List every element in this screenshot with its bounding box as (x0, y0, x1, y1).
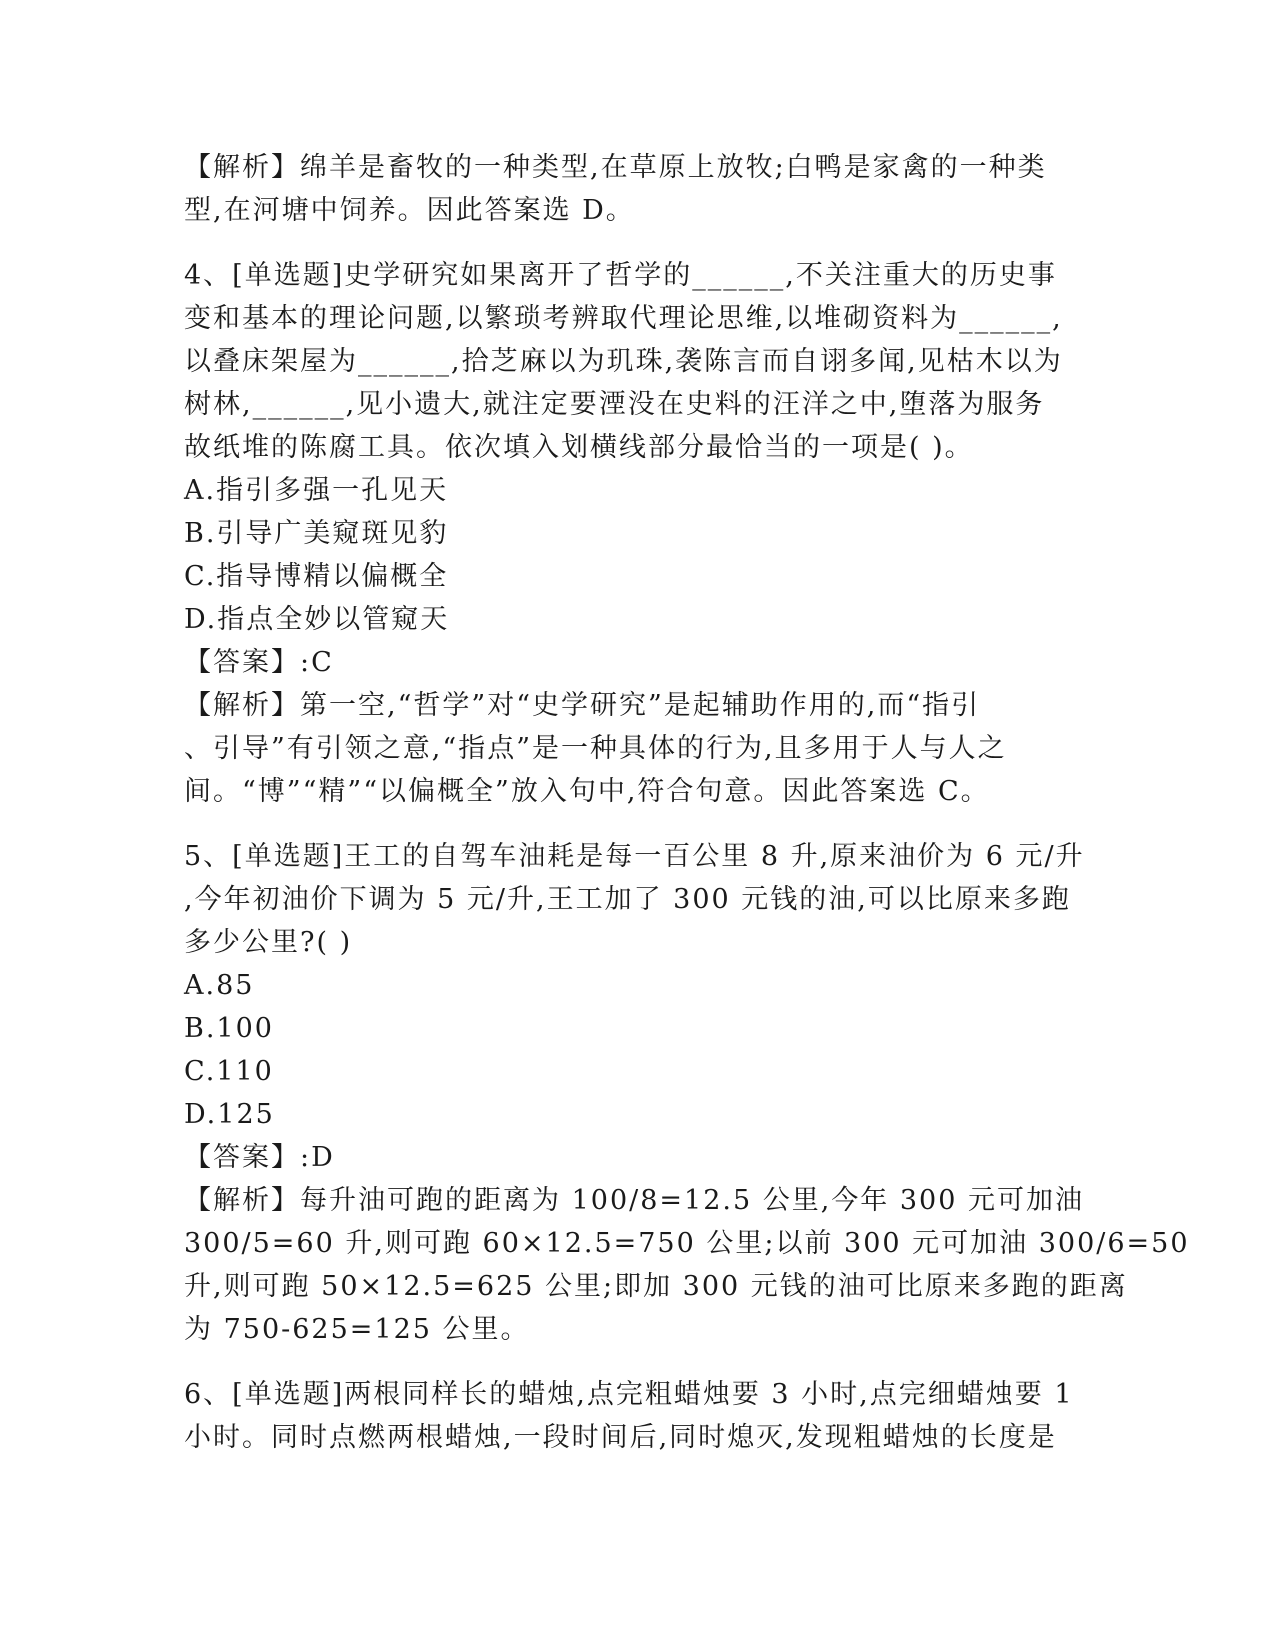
question-stem-line: 多少公里?( ) (184, 927, 353, 958)
document-page (184, 146, 1190, 1459)
option-a: A.指引多强一孔见天 (184, 475, 449, 506)
question-5 (184, 835, 1190, 1351)
option-c: C.110 (184, 1056, 274, 1087)
analysis-line: 、引导”有引领之意,“指点”是一种具体的行为,且多用于人与人之 (184, 733, 1007, 764)
answer-line: 【答案】:D (184, 1142, 335, 1173)
analysis-line: 间。“博”“精”“以偏概全”放入句中,符合句意。因此答案选 C。 (184, 776, 990, 807)
question-stem-line: 5、[单选题]王工的自驾车油耗是每一百公里 8 升,原来油价为 6 元/升 (184, 841, 1085, 872)
analysis-line: 型,在河塘中饲养。因此答案选 D。 (184, 195, 635, 226)
question-stem-line: 6、[单选题]两根同样长的蜡烛,点完粗蜡烛要 3 小时,点完细蜡烛要 1 (184, 1379, 1074, 1410)
question-4 (184, 254, 1074, 813)
option-a: A.85 (184, 970, 255, 1001)
question-stem-line: ,今年初油价下调为 5 元/升,王工加了 300 元钱的油,可以比原来多跑 (184, 884, 1071, 915)
option-d: D.125 (184, 1099, 275, 1130)
option-d: D.指点全妙以管窥天 (184, 604, 450, 635)
question-stem-line: 树林,______,见小遗大,就注定要湮没在史料的汪洋之中,堕落为服务 (184, 389, 1045, 420)
analysis-line: 升,则可跑 50×12.5=625 公里;即加 300 元钱的油可比原来多跑的距离 (184, 1271, 1128, 1302)
question-stem-line: 以叠床架屋为______,拾芝麻以为玑珠,袭陈言而自诩多闻,见枯木以为 (184, 346, 1063, 377)
analysis-line: 【解析】绵羊是畜牧的一种类型,在草原上放牧;白鸭是家禽的一种类 (184, 152, 1047, 183)
option-b: B.100 (184, 1013, 274, 1044)
analysis-line: 【解析】第一空,“哲学”对“史学研究”是起辅助作用的,而“指引 (184, 690, 981, 721)
question-stem-line: 变和基本的理论问题,以繁琐考辨取代理论思维,以堆砌资料为______, (184, 303, 1063, 334)
analysis-line: 为 750-625=125 公里。 (184, 1314, 530, 1345)
answer-line: 【答案】:C (184, 647, 334, 678)
q3-analysis-block (184, 146, 1074, 232)
question-stem-line: 小时。同时点燃两根蜡烛,一段时间后,同时熄灭,发现粗蜡烛的长度是 (184, 1422, 1057, 1453)
analysis-line: 300/5=60 升,则可跑 60×12.5=750 公里;以前 300 元可加油 300/6=50 (184, 1228, 1190, 1259)
question-stem-line: 4、[单选题]史学研究如果离开了哲学的______,不关注重大的历史事 (184, 260, 1057, 291)
option-c: C.指导博精以偏概全 (184, 561, 449, 592)
option-b: B.引导广美窥斑见豹 (184, 518, 449, 549)
question-6 (184, 1373, 1074, 1459)
analysis-line: 【解析】每升油可跑的距离为 100/8=12.5 公里,今年 300 元可加油 (184, 1185, 1084, 1216)
question-stem-line: 故纸堆的陈腐工具。依次填入划横线部分最恰当的一项是( )。 (184, 432, 974, 463)
